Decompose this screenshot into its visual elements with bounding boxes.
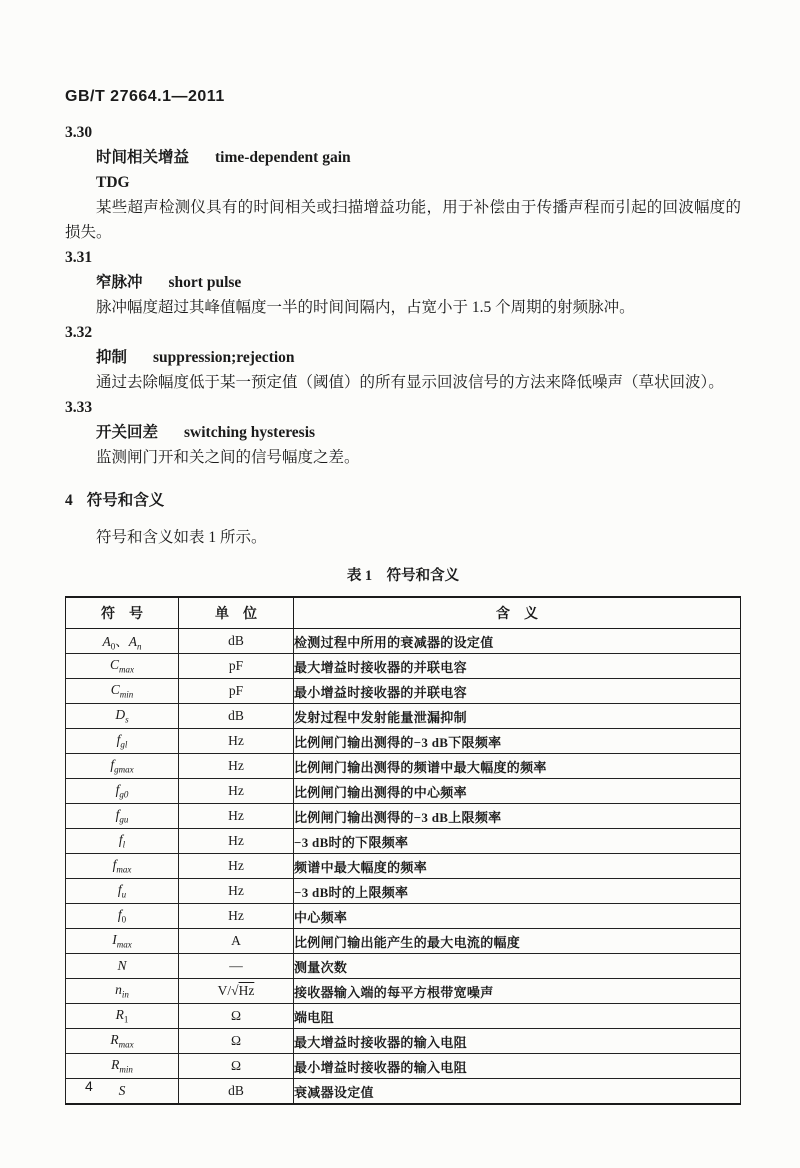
unit-cell: dB (179, 704, 294, 729)
symbol-cell: $f_{gu}$ (66, 804, 179, 829)
meaning-cell: 端电阻 (294, 1004, 741, 1029)
definition-text: 脉冲幅度超过其峰值幅度一半的时间间隔内，占宽小于 1.5 个周期的射频脉冲。 (96, 299, 635, 316)
table-row (66, 654, 741, 679)
section-number: 3.31 (65, 249, 93, 266)
symbol-cell: S (66, 1079, 179, 1105)
table-row (66, 679, 741, 704)
table-row (66, 829, 741, 854)
term-english: time-dependent gain (215, 149, 351, 166)
unit-cell: Hz (179, 729, 294, 754)
table-row (66, 879, 741, 904)
page-content (65, 88, 741, 1105)
meaning-cell: 最小增益时接收器的输入电阻 (294, 1054, 741, 1079)
table-row (66, 954, 741, 979)
unit-cell: dB (179, 629, 294, 654)
term-abbreviation: TDG (96, 174, 130, 191)
table-row (66, 1054, 741, 1079)
table-row (66, 804, 741, 829)
definition-text: 某些超声检测仪具有的时间相关或扫描增益功能，用于补偿由于传播声程而引起的回波幅度的损失。 (65, 199, 741, 241)
meaning-cell: 最大增益时接收器的输入电阻 (294, 1029, 741, 1054)
symbol-table-body (66, 629, 741, 1105)
meaning-cell: 比例闸门输出测得的−3 dB上限频率 (294, 804, 741, 829)
symbol-cell: $R_{min}$ (66, 1054, 179, 1079)
meaning-cell: −3 dB时的上限频率 (294, 879, 741, 904)
table-row (66, 854, 741, 879)
table-row (66, 754, 741, 779)
meaning-cell: 测量次数 (294, 954, 741, 979)
table-row (66, 979, 741, 1004)
symbols-table (65, 596, 741, 1105)
term-chinese: 开关回差 (96, 424, 159, 441)
symbol-cell: $R_{max}$ (66, 1029, 179, 1054)
unit-cell: dB (179, 1079, 294, 1105)
table-caption: 表 1 符号和含义 (346, 568, 460, 584)
standard-code: GB/T 27664.1—2011 (65, 88, 225, 105)
table-row (66, 729, 741, 754)
section-3-33 (65, 395, 741, 470)
meaning-cell: 最大增益时接收器的并联电容 (294, 654, 741, 679)
unit-cell: Hz (179, 779, 294, 804)
meaning-cell: 检测过程中所用的衰减器的设定值 (294, 629, 741, 654)
term-line (65, 420, 741, 445)
symbol-cell: $n_{in}$ (66, 979, 179, 1004)
section-number: 3.32 (65, 324, 93, 341)
table-row (66, 1004, 741, 1029)
symbol-cell: $C_{max}$ (66, 654, 179, 679)
clause-number: 4 (65, 492, 73, 509)
term-english: switching hysteresis (184, 424, 316, 441)
meaning-cell: 比例闸门输出测得的频谱中最大幅度的频率 (294, 754, 741, 779)
clause-4-intro: 符号和含义如表 1 所示。 (96, 529, 267, 546)
unit-cell: pF (179, 654, 294, 679)
term-chinese: 窄脉冲 (96, 274, 143, 291)
unit-cell: Ω (179, 1054, 294, 1079)
definition-text: 监测闸门开和关之间的信号幅度之差。 (96, 449, 360, 466)
meaning-cell: 衰减器设定值 (294, 1079, 741, 1105)
unit-cell: Ω (179, 1029, 294, 1054)
section-3-30 (65, 120, 741, 245)
symbol-cell: $f_{max}$ (66, 854, 179, 879)
unit-cell: Hz (179, 904, 294, 929)
symbol-cell: $R_1$ (66, 1004, 179, 1029)
meaning-cell: 最小增益时接收器的并联电容 (294, 679, 741, 704)
section-number: 3.30 (65, 124, 93, 141)
meaning-cell: 中心频率 (294, 904, 741, 929)
column-header-symbol: 符 号 (66, 597, 179, 629)
table-row (66, 629, 741, 654)
table-header-row (66, 597, 741, 629)
unit-cell: Hz (179, 804, 294, 829)
symbol-cell: $f_{gmax}$ (66, 754, 179, 779)
symbol-cell: $f_0$ (66, 904, 179, 929)
symbol-cell: $I_{max}$ (66, 929, 179, 954)
unit-cell: Ω (179, 1004, 294, 1029)
section-3-31 (65, 245, 741, 320)
symbol-cell: $A_0$、$A_n$ (66, 629, 179, 654)
clause-title: 符号和含义 (86, 492, 165, 509)
symbol-cell: $f_{gl}$ (66, 729, 179, 754)
table-row (66, 779, 741, 804)
column-header-meaning: 含 义 (294, 597, 741, 629)
term-chinese: 时间相关增益 (96, 149, 190, 166)
symbol-cell: $f_l$ (66, 829, 179, 854)
table-row (66, 929, 741, 954)
meaning-cell: −3 dB时的下限频率 (294, 829, 741, 854)
meaning-cell: 频谱中最大幅度的频率 (294, 854, 741, 879)
unit-cell: Hz (179, 854, 294, 879)
symbol-cell: $f_u$ (66, 879, 179, 904)
term-chinese: 抑制 (96, 349, 128, 366)
section-3-32 (65, 320, 741, 395)
unit-cell: V/√Hz (179, 979, 294, 1004)
term-line (65, 145, 741, 170)
term-english: suppression;rejection (153, 349, 295, 366)
table-row (66, 1029, 741, 1054)
meaning-cell: 接收器输入端的每平方根带宽噪声 (294, 979, 741, 1004)
clause-4-heading (65, 488, 741, 513)
symbol-cell: $D_s$ (66, 704, 179, 729)
symbol-cell: $C_{min}$ (66, 679, 179, 704)
table-row (66, 1079, 741, 1105)
term-english: short pulse (168, 274, 242, 291)
unit-cell: Hz (179, 829, 294, 854)
symbol-cell: $f_{g0}$ (66, 779, 179, 804)
table-row (66, 904, 741, 929)
page-number: 4 (85, 1078, 93, 1094)
table-row (66, 704, 741, 729)
column-header-unit: 单 位 (179, 597, 294, 629)
definition-text: 通过去除幅度低于某一预定值（阈值）的所有显示回波信号的方法来降低噪声（草状回波）。 (96, 374, 724, 391)
unit-cell: A (179, 929, 294, 954)
unit-cell: pF (179, 679, 294, 704)
term-line (65, 345, 741, 370)
term-line (65, 270, 741, 295)
unit-cell: — (179, 954, 294, 979)
meaning-cell: 比例闸门输出能产生的最大电流的幅度 (294, 929, 741, 954)
section-number: 3.33 (65, 399, 93, 416)
meaning-cell: 比例闸门输出测得的中心频率 (294, 779, 741, 804)
unit-cell: Hz (179, 879, 294, 904)
meaning-cell: 比例闸门输出测得的−3 dB下限频率 (294, 729, 741, 754)
unit-cell: Hz (179, 754, 294, 779)
meaning-cell: 发射过程中发射能量泄漏抑制 (294, 704, 741, 729)
symbol-cell: N (66, 954, 179, 979)
